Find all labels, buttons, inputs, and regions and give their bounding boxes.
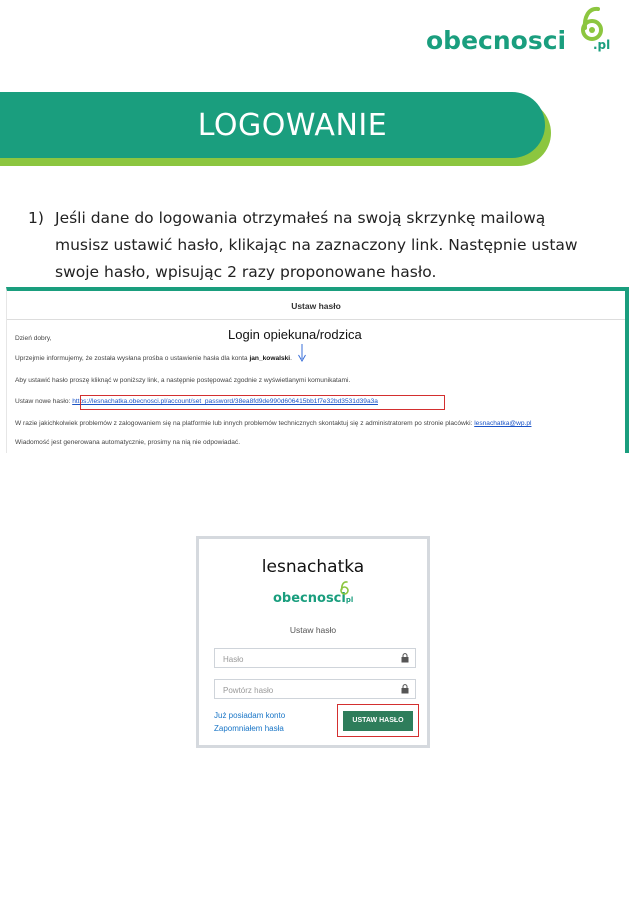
login-annotation: Login opiekuna/rodzica: [228, 327, 362, 342]
card-logo-suffix: pl: [345, 596, 354, 604]
lock-icon: [401, 684, 409, 694]
email-info-suffix: .: [290, 355, 292, 362]
page-title: LOGOWANIE: [197, 107, 388, 143]
logo-text: obecnosci: [426, 26, 567, 55]
card-logo: [273, 589, 353, 607]
step-line: Jeśli dane do logowania otrzymałeś na swoją skrzynkę mailową: [55, 209, 546, 227]
email-title: Ustaw hasło: [291, 301, 341, 311]
email-footer: Wiadomość jest generowana automatycznie, prosimy na nią nie odpowiadać.: [15, 439, 241, 446]
instruction-step: [28, 205, 588, 286]
link-highlight-box: [80, 395, 445, 410]
email-greeting: Dzień dobry,: [15, 335, 52, 342]
repeat-password-field[interactable]: [214, 679, 416, 699]
step-line: swoje hasło, wpisując 2 razy proponowane hasło.: [55, 263, 437, 281]
contact-email-link[interactable]: lesnachatka@wp.pl: [474, 420, 532, 427]
logo-suffix: .pl: [593, 38, 611, 52]
title-banner: [0, 92, 545, 158]
step-line: musisz ustawić hasło, klikając na zaznaczony link. Następnie ustaw: [55, 236, 578, 254]
step-text: [55, 205, 588, 286]
card-subtitle: Ustaw hasło: [289, 625, 337, 635]
repeat-password-input[interactable]: [215, 682, 385, 700]
email-problems-line: [15, 420, 531, 427]
password-field[interactable]: [214, 648, 416, 668]
site-name: lesnachatka: [261, 557, 365, 577]
brand-logo: [426, 4, 616, 64]
email-username: jan_kowalski: [249, 355, 291, 362]
email-instruction-line: Aby ustawić hasło proszę kliknąć w poniższy link, a następnie postępować zgodnie z wyświetlanymi komunikatami.: [15, 377, 351, 384]
card-logo-text: obecnosci: [273, 591, 346, 606]
email-screenshot: [6, 287, 629, 453]
logo-mark-icon: [339, 580, 349, 596]
forgot-password-link[interactable]: Zapomniałem hasła: [214, 724, 284, 733]
email-problems-text: W razie jakichkolwiek problemów z zalogowaniem się na platformie lub innych problemów technicznych skontaktuj się z administratorem po stronie placówki:: [15, 420, 475, 427]
set-password-link[interactable]: https://lesnachatka.obecnosci.pl/account/set_password/38ea8fd9de990d606415bb1f7e32bd3531d39a3a: [72, 398, 378, 405]
email-link-label: Ustaw nowe hasło:: [15, 398, 71, 405]
set-password-card: [196, 536, 430, 748]
step-number: 1): [28, 209, 44, 227]
email-info-prefix: Uprzejmie informujemy, że została wysłana prośba o ustawienie hasła dla konta: [15, 355, 250, 362]
have-account-link[interactable]: Już posiadam konto: [214, 711, 286, 720]
email-divider: [7, 319, 625, 320]
set-password-button[interactable]: USTAW HASŁO: [343, 711, 413, 731]
lock-icon: [401, 653, 409, 663]
arrow-down-icon: [297, 344, 307, 362]
password-input[interactable]: [215, 651, 385, 669]
email-info-line: [15, 355, 292, 362]
